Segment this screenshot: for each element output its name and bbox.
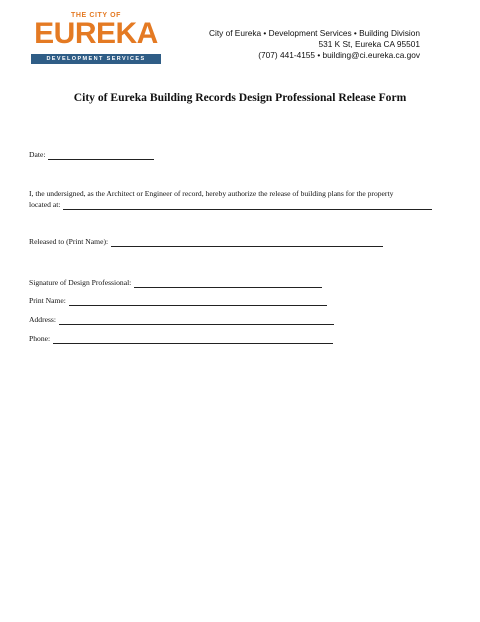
- signature-label: Signature of Design Professional:: [29, 278, 132, 287]
- located-label: located at:: [29, 200, 61, 209]
- print-name-field[interactable]: [69, 297, 327, 306]
- address-label: Address:: [29, 315, 56, 324]
- address-field[interactable]: [59, 316, 334, 325]
- header-line-2: 531 K St, Eureka CA 95501: [318, 39, 420, 49]
- released-to-row: [29, 237, 383, 247]
- city-logo: [31, 12, 161, 66]
- signature-field[interactable]: [134, 279, 322, 288]
- header-line-3: (707) 441-4155 • building@ci.eureka.ca.gov: [258, 50, 420, 60]
- signature-row: [29, 278, 322, 288]
- logo-top-text: THE CITY OF: [70, 12, 122, 19]
- header-line-1: City of Eureka • Development Services • Building Division: [208, 28, 420, 38]
- date-row: [29, 150, 154, 160]
- phone-label: Phone:: [29, 334, 51, 343]
- released-to-field[interactable]: [111, 238, 383, 247]
- print-name-label: Print Name:: [29, 296, 66, 305]
- form-title: City of Eureka Building Records Design Professional Release Form: [73, 91, 407, 104]
- address-row: [29, 315, 334, 325]
- phone-row: [29, 334, 333, 344]
- released-to-label: Released to (Print Name):: [29, 237, 109, 246]
- print-name-row: [29, 296, 327, 306]
- header-contact-info: [209, 28, 420, 61]
- logo-band-text: DEVELOPMENT SERVICES: [31, 54, 161, 64]
- logo-main-text: EUREKA: [34, 17, 158, 50]
- property-address-field[interactable]: [63, 201, 432, 210]
- date-field[interactable]: [48, 151, 154, 160]
- located-row: [29, 200, 432, 210]
- authorization-text: I, the undersigned, as the Architect or Engineer of record, hereby authorize the release of building plans for the property: [29, 189, 394, 198]
- phone-field[interactable]: [53, 335, 333, 344]
- date-label: Date:: [29, 150, 46, 159]
